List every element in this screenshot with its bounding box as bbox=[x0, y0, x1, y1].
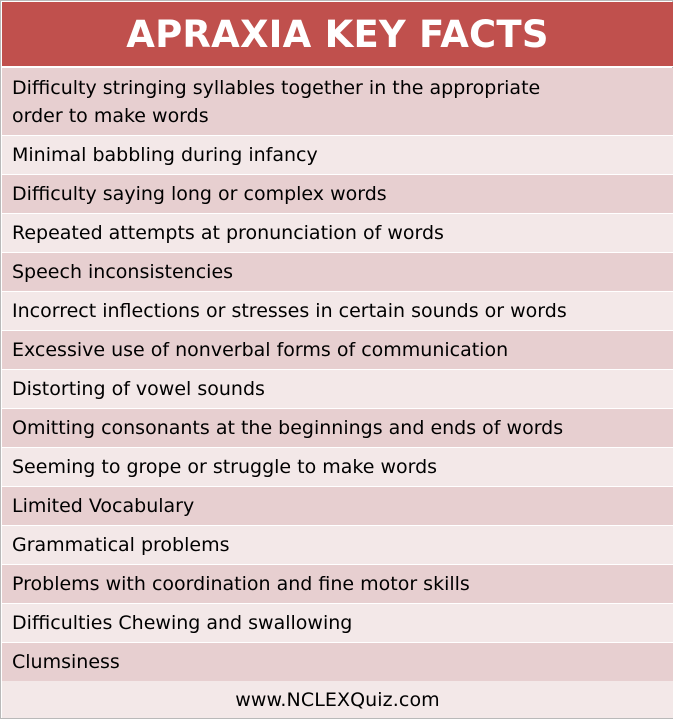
page-title: APRAXIA KEY FACTS bbox=[126, 12, 549, 56]
fact-row bbox=[2, 526, 673, 565]
fact-row bbox=[2, 214, 673, 253]
fact-text: Minimal babbling during infancy bbox=[12, 144, 318, 166]
fact-row bbox=[2, 409, 673, 448]
fact-text: Grammatical problems bbox=[12, 534, 230, 556]
fact-text: Problems with coordination and fine motor skills bbox=[12, 573, 470, 595]
fact-text: Excessive use of nonverbal forms of communication bbox=[12, 339, 509, 361]
fact-text: Omitting consonants at the beginnings and ends of words bbox=[12, 417, 564, 439]
fact-row bbox=[2, 68, 673, 136]
fact-row bbox=[2, 331, 673, 370]
fact-row bbox=[2, 643, 673, 682]
fact-row bbox=[2, 253, 673, 292]
table-header bbox=[2, 2, 673, 67]
fact-row bbox=[2, 604, 673, 643]
footer-website bbox=[2, 681, 673, 718]
fact-text: Difficulty stringing syllables together in the appropriate order to make words bbox=[12, 77, 541, 127]
fact-text: Repeated attempts at pronunciation of words bbox=[12, 222, 444, 244]
footer-text: www.NCLEXQuiz.com bbox=[235, 688, 440, 711]
fact-row bbox=[2, 370, 673, 409]
fact-row bbox=[2, 136, 673, 175]
facts-list bbox=[2, 68, 673, 682]
fact-text: Distorting of vowel sounds bbox=[12, 378, 265, 400]
fact-text: Limited Vocabulary bbox=[12, 495, 195, 517]
fact-text: Speech inconsistencies bbox=[12, 261, 234, 283]
fact-text: Seeming to grope or struggle to make words bbox=[12, 456, 438, 478]
fact-text: Incorrect inflections or stresses in certain sounds or words bbox=[12, 300, 567, 322]
fact-row bbox=[2, 175, 673, 214]
fact-text: Difficulties Chewing and swallowing bbox=[12, 612, 353, 634]
fact-row bbox=[2, 448, 673, 487]
fact-text: Difficulty saying long or complex words bbox=[12, 183, 387, 205]
fact-row bbox=[2, 292, 673, 331]
fact-text: Clumsiness bbox=[12, 651, 120, 673]
fact-row bbox=[2, 487, 673, 526]
fact-row bbox=[2, 565, 673, 604]
